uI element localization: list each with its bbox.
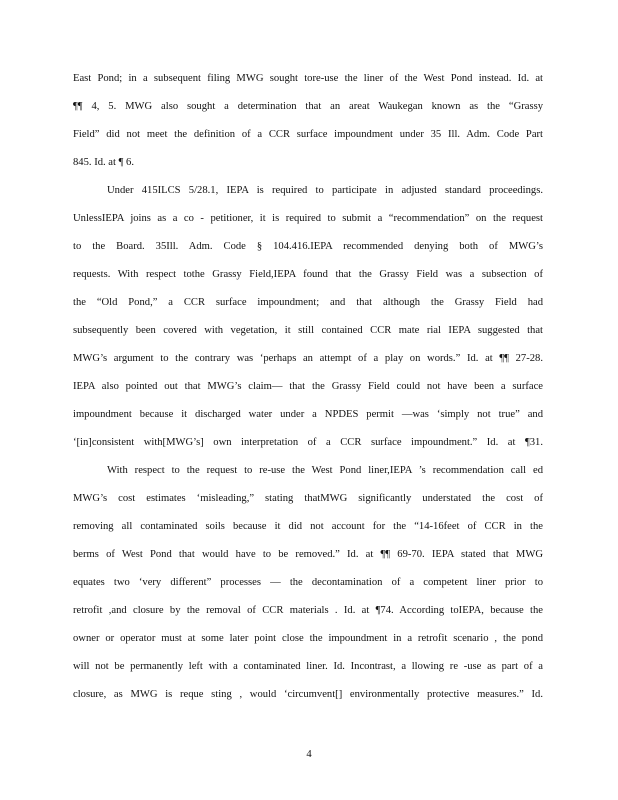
text-line-16: MWG’s cost estimates ‘misleading,” stating thatMWG significantly understated the cost of: [73, 493, 543, 504]
text-line-8: requests. With respect tothe Grassy Field,IEPA found that the Grassy Field was a subsection of: [73, 269, 543, 280]
text-line-4: 845. Id. at ¶ 6.: [73, 157, 134, 168]
text-line-5: Under 415ILCS 5/28.1, IEPA is required to participate in adjusted standard proceedings.: [107, 185, 543, 196]
text-line-14: ‘[in]consistent with[MWG’s] own interpretation of a CCR surface impoundment.” Id. at ¶31.: [73, 437, 543, 448]
text-line-2: ¶¶ 4, 5. MWG also sought a determination that an areat Waukegan known as the “Grassy: [73, 101, 543, 112]
text-line-15: With respect to the request to re-use the West Pond liner,IEPA ’s recommendation call ed: [107, 465, 543, 476]
text-line-12: IEPA also pointed out that MWG’s claim— that the Grassy Field could not have been a surface: [73, 381, 543, 392]
text-line-22: will not be permanently left with a contaminated liner. Id. Incontrast, a llowing re -use as part of a: [73, 661, 543, 672]
text-line-10: subsequently been covered with vegetation, it still contained CCR mate rial IEPA suggested that: [73, 325, 543, 336]
text-line-21: owner or operator must at some later point close the impoundment in a retrofit scenario , the pond: [73, 633, 543, 644]
text-line-23: closure, as MWG is reque sting , would ‘circumvent[] environmentally protective measures.” Id.: [73, 689, 543, 700]
text-line-1: East Pond; in a subsequent filing MWG sought tore-use the liner of the West Pond instead. Id. at: [73, 73, 543, 84]
text-line-11: MWG’s argument to the contrary was ‘perhaps an attempt of a play on words.” Id. at ¶¶ 27-28.: [73, 353, 543, 364]
page-number: 4: [306, 749, 312, 760]
text-line-6: UnlessIEPA joins as a co - petitioner, it is required to submit a “recommendation” on the request: [73, 213, 543, 224]
text-line-17: removing all contaminated soils because it did not account for the “14-16feet of CCR in the: [73, 521, 543, 532]
text-line-20: retrofit ,and closure by the removal of CCR materials . Id. at ¶74. According toIEPA, because the: [73, 605, 543, 616]
text-line-9: the “Old Pond,” a CCR surface impoundment; and that although the Grassy Field had: [73, 297, 543, 308]
text-line-18: berms of West Pond that would have to be removed.” Id. at ¶¶ 69-70. IEPA stated that MWG: [73, 549, 543, 560]
text-line-3: Field” did not meet the definition of a CCR surface impoundment under 35 Ill. Adm. Code Part: [73, 129, 543, 140]
text-line-13: impoundment because it discharged water under a NPDES permit —was ‘simply not true” and: [73, 409, 543, 420]
text-line-19: equates two ‘very different” processes — the decontamination of a competent liner prior to: [73, 577, 543, 588]
text-line-7: to the Board. 35Ill. Adm. Code § 104.416.IEPA recommended denying both of MWG’s: [73, 241, 543, 252]
